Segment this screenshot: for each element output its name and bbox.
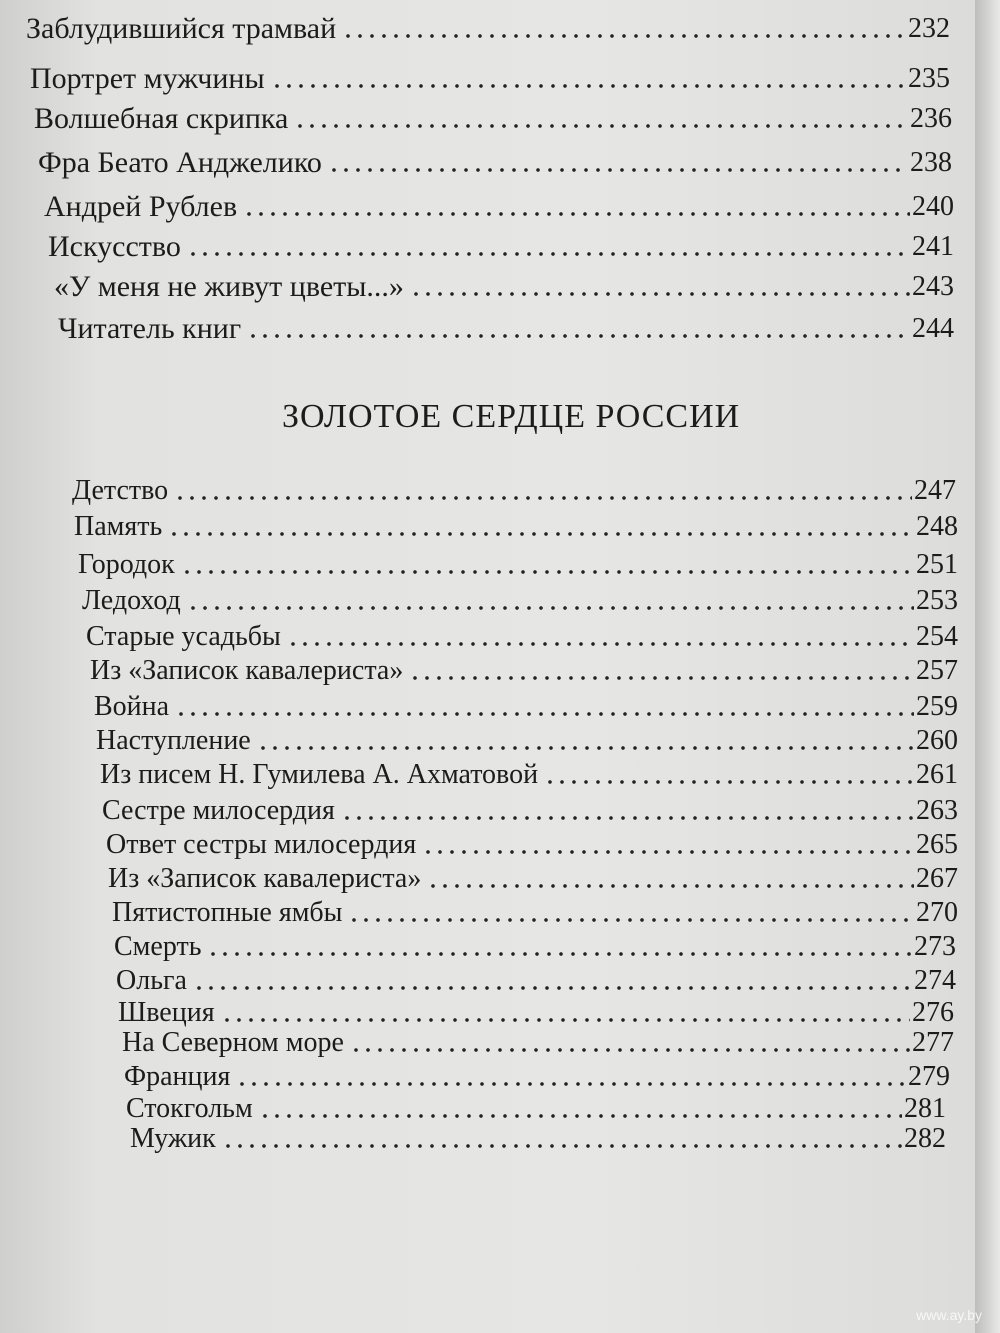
toc-entry-title: На Северном море [122,1027,344,1058]
toc-entry-page: 243 [912,271,954,302]
toc-entry-title: Из «Записок кавалериста» [90,655,404,686]
toc-entry-page: 279 [908,1061,950,1092]
toc-entry-title: Швеция [118,997,215,1028]
toc-entry-title: «У меня не живут цветы...» [54,270,404,303]
toc-entry-page: 238 [910,147,952,178]
toc-entry-page: 241 [912,231,954,262]
toc-entry-page: 235 [908,63,950,94]
toc-entry-title: Наступление [96,725,251,756]
toc-entry-title: Старые усадьбы [86,621,281,652]
toc-entry-page: 232 [908,13,950,44]
leader-dots [207,951,912,957]
toc-entry-page: 281 [904,1093,946,1124]
toc-entry-title: Сестре милосердия [102,795,335,826]
toc-entry [82,584,958,618]
toc-entry-title: Смерть [114,931,202,962]
leader-dots [181,569,914,575]
toc-entry-title: Война [94,691,170,722]
toc-entry-page: 254 [916,621,958,652]
toc-entry [90,654,958,688]
toc-entry [94,690,958,724]
leader-dots [410,291,910,297]
toc-entry-page: 247 [914,475,956,506]
leader-dots [243,211,910,217]
toc-entry-page: 276 [912,997,954,1028]
toc-entry-title: Франция [124,1061,231,1092]
toc-entry [72,474,956,508]
toc-entry [112,896,958,930]
leader-dots [175,711,914,717]
toc-entry-title: Искусство [48,230,181,263]
toc-entry [108,862,958,896]
toc-entry [126,1092,946,1126]
toc-entry-page: 257 [916,655,958,686]
toc-entry-title: Ответ сестры милосердия [106,829,417,860]
toc-entry [114,930,956,964]
toc-entry [96,724,958,758]
toc-entry [118,996,954,1030]
toc-entry-page: 267 [916,863,958,894]
toc-entry-page: 277 [912,1027,954,1058]
leader-dots [427,883,914,889]
leader-dots [257,745,914,751]
leader-dots [222,1143,902,1149]
toc-entry [100,758,958,792]
leader-dots [341,815,914,821]
leader-dots [328,167,908,173]
toc-entry-title: Читатель книг [58,312,242,345]
toc-entry [44,190,954,224]
toc-entry-title: Фра Беато Анджелико [38,146,322,179]
leader-dots [271,83,906,89]
toc-entry [78,548,958,582]
toc-entry-title: Андрей Рублев [44,190,238,223]
leader-dots [174,495,912,501]
toc-entry [74,510,958,544]
leader-dots [193,985,912,991]
toc-entry [48,230,954,264]
toc-entry-page: 265 [916,829,958,860]
toc-entry-title: Детство [72,475,169,506]
leader-dots [409,675,914,681]
toc-entry-page: 253 [916,585,958,616]
toc-entry [54,270,954,304]
toc-entry-title: Ольга [116,965,187,996]
toc-entry-page: 270 [916,897,958,928]
toc-entry [26,12,950,46]
toc-entry [86,620,958,654]
leader-dots [247,333,910,339]
toc-entry-page: 273 [914,931,956,962]
toc-entry [106,828,958,862]
toc-entry-page: 251 [916,549,958,580]
toc-entry [124,1060,950,1094]
toc-entry-title: Память [74,511,163,542]
toc-entry-page: 260 [916,725,958,756]
toc-entry [30,62,950,96]
leader-dots [348,917,914,923]
toc-entry [38,146,952,180]
toc-entry-page: 263 [916,795,958,826]
toc-entry-page: 259 [916,691,958,722]
toc-entry-page: 261 [916,759,958,790]
watermark: www.ay.by [916,1307,982,1323]
leader-dots [168,531,914,537]
toc-entry-page: 282 [904,1123,946,1154]
leader-dots [342,33,906,39]
leader-dots [544,779,914,785]
leader-dots [294,123,908,129]
leader-dots [187,251,910,257]
toc-entry-title: Из писем Н. Гумилева А. Ахматовой [100,759,539,790]
toc-entry-page: 274 [914,965,956,996]
toc-entry-title: Волшебная скрипка [34,102,289,135]
section-heading: ЗОЛОТОЕ СЕРДЦЕ РОССИИ [282,398,741,435]
leader-dots [221,1017,910,1023]
leader-dots [236,1081,906,1087]
toc-entry [116,964,956,998]
toc-entry [58,312,954,346]
toc-entry-page: 248 [916,511,958,542]
toc-entry-title: Портрет мужчины [30,62,265,95]
leader-dots [422,849,914,855]
toc-entry-page: 244 [912,313,954,344]
toc-entry-title: Заблудившийся трамвай [26,12,337,45]
toc-entry-page: 236 [910,103,952,134]
toc-entry-title: Мужик [130,1123,216,1154]
toc-entry-title: Городок [78,549,175,580]
toc-entry [102,794,958,828]
page-edge [975,0,1000,1333]
toc-entry-title: Стокгольм [126,1093,253,1124]
leader-dots [350,1047,910,1053]
toc-entry [122,1026,954,1060]
leader-dots [287,641,914,647]
toc-entry-page: 240 [912,191,954,222]
toc-entry [130,1122,946,1156]
leader-dots [187,605,914,611]
leader-dots [259,1113,902,1119]
toc-entry-title: Ледоход [82,585,181,616]
toc-entry-title: Из «Записок кавалериста» [108,863,422,894]
toc-entry [34,102,952,136]
toc-entry-title: Пятистопные ямбы [112,897,343,928]
